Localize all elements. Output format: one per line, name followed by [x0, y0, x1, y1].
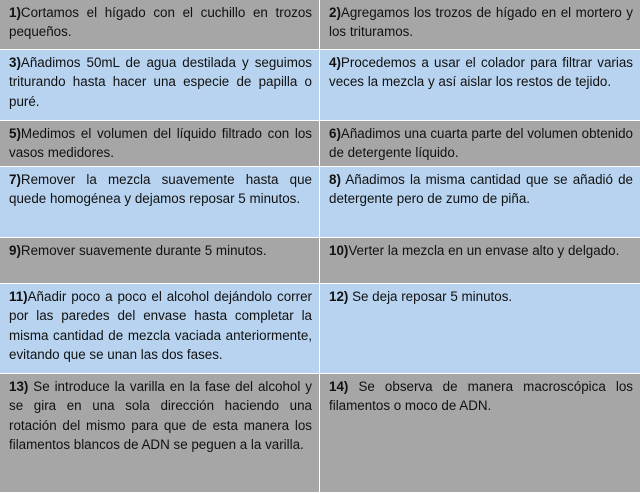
- step-number: 11): [9, 289, 28, 304]
- step-cell-6: [320, 121, 640, 167]
- step-cell-2: [320, 0, 640, 50]
- step-cell-4: [320, 50, 640, 121]
- step-cell-14: [320, 374, 640, 493]
- step-number: 12): [329, 289, 349, 304]
- step-text: Agregamos los trozos de hígado en el mortero y los trituramos.: [329, 5, 633, 40]
- step-number: 10): [329, 243, 349, 258]
- step-number: 2): [329, 5, 341, 20]
- step-text: Se deja reposar 5 minutos.: [348, 289, 513, 304]
- step-cell-9: [0, 238, 320, 284]
- step-text: Verter la mezcla en un envase alto y delgado.: [348, 243, 620, 258]
- step-cell-8: [320, 167, 640, 238]
- step-text: Remover suavemente durante 5 minutos.: [20, 243, 267, 258]
- step-text: Añadimos una cuarta parte del volumen obtenido de detergente líquido.: [329, 126, 633, 161]
- step-text: Cortamos el hígado con el cuchillo en trozos pequeños.: [9, 5, 312, 40]
- step-text: Se introduce la varilla en la fase del alcohol y se gira en una sola dirección haciendo una rotación del mismo para que de esta manera los filamentos blancos de ADN se peguen a la varilla.: [9, 379, 312, 453]
- step-cell-10: [320, 238, 640, 284]
- step-text: Remover la mezcla suavemente hasta que quede homogénea y dejamos reposar 5 minutos.: [9, 172, 312, 207]
- step-number: 13): [9, 379, 29, 394]
- step-cell-11: [0, 284, 320, 374]
- step-number: 3): [9, 55, 21, 70]
- step-number: 7): [9, 172, 21, 187]
- step-number: 5): [9, 126, 21, 141]
- step-text: Procedemos a usar el colador para filtrar varias veces la mezcla y así aislar los restos de tejido.: [329, 55, 633, 90]
- step-number: 8): [329, 172, 341, 187]
- step-number: 14): [329, 379, 349, 394]
- step-cell-5: [0, 121, 320, 167]
- step-text: Medimos el volumen del líquido filtrado con los vasos medidores.: [9, 126, 312, 161]
- step-text: Añadimos 50mL de agua destilada y seguimos triturando hasta hacer una especie de papilla o puré.: [9, 55, 312, 109]
- step-text: Se observa de manera macroscópica los filamentos o moco de ADN.: [329, 379, 633, 414]
- step-text: Añadimos la misma cantidad que se añadió de detergente pero de zumo de piña.: [329, 172, 633, 207]
- step-cell-13: [0, 374, 320, 493]
- step-cell-12: [320, 284, 640, 374]
- step-number: 9): [9, 243, 21, 258]
- step-cell-1: [0, 0, 320, 50]
- step-text: Añadir poco a poco el alcohol dejándolo correr por las paredes del envase hasta completar la misma cantidad de mezcla vaciada anteriormente, evitando que se unan las dos fases.: [9, 289, 312, 363]
- step-cell-7: [0, 167, 320, 238]
- step-cell-3: [0, 50, 320, 121]
- step-number: 4): [329, 55, 341, 70]
- step-number: 1): [9, 5, 21, 20]
- step-number: 6): [329, 126, 341, 141]
